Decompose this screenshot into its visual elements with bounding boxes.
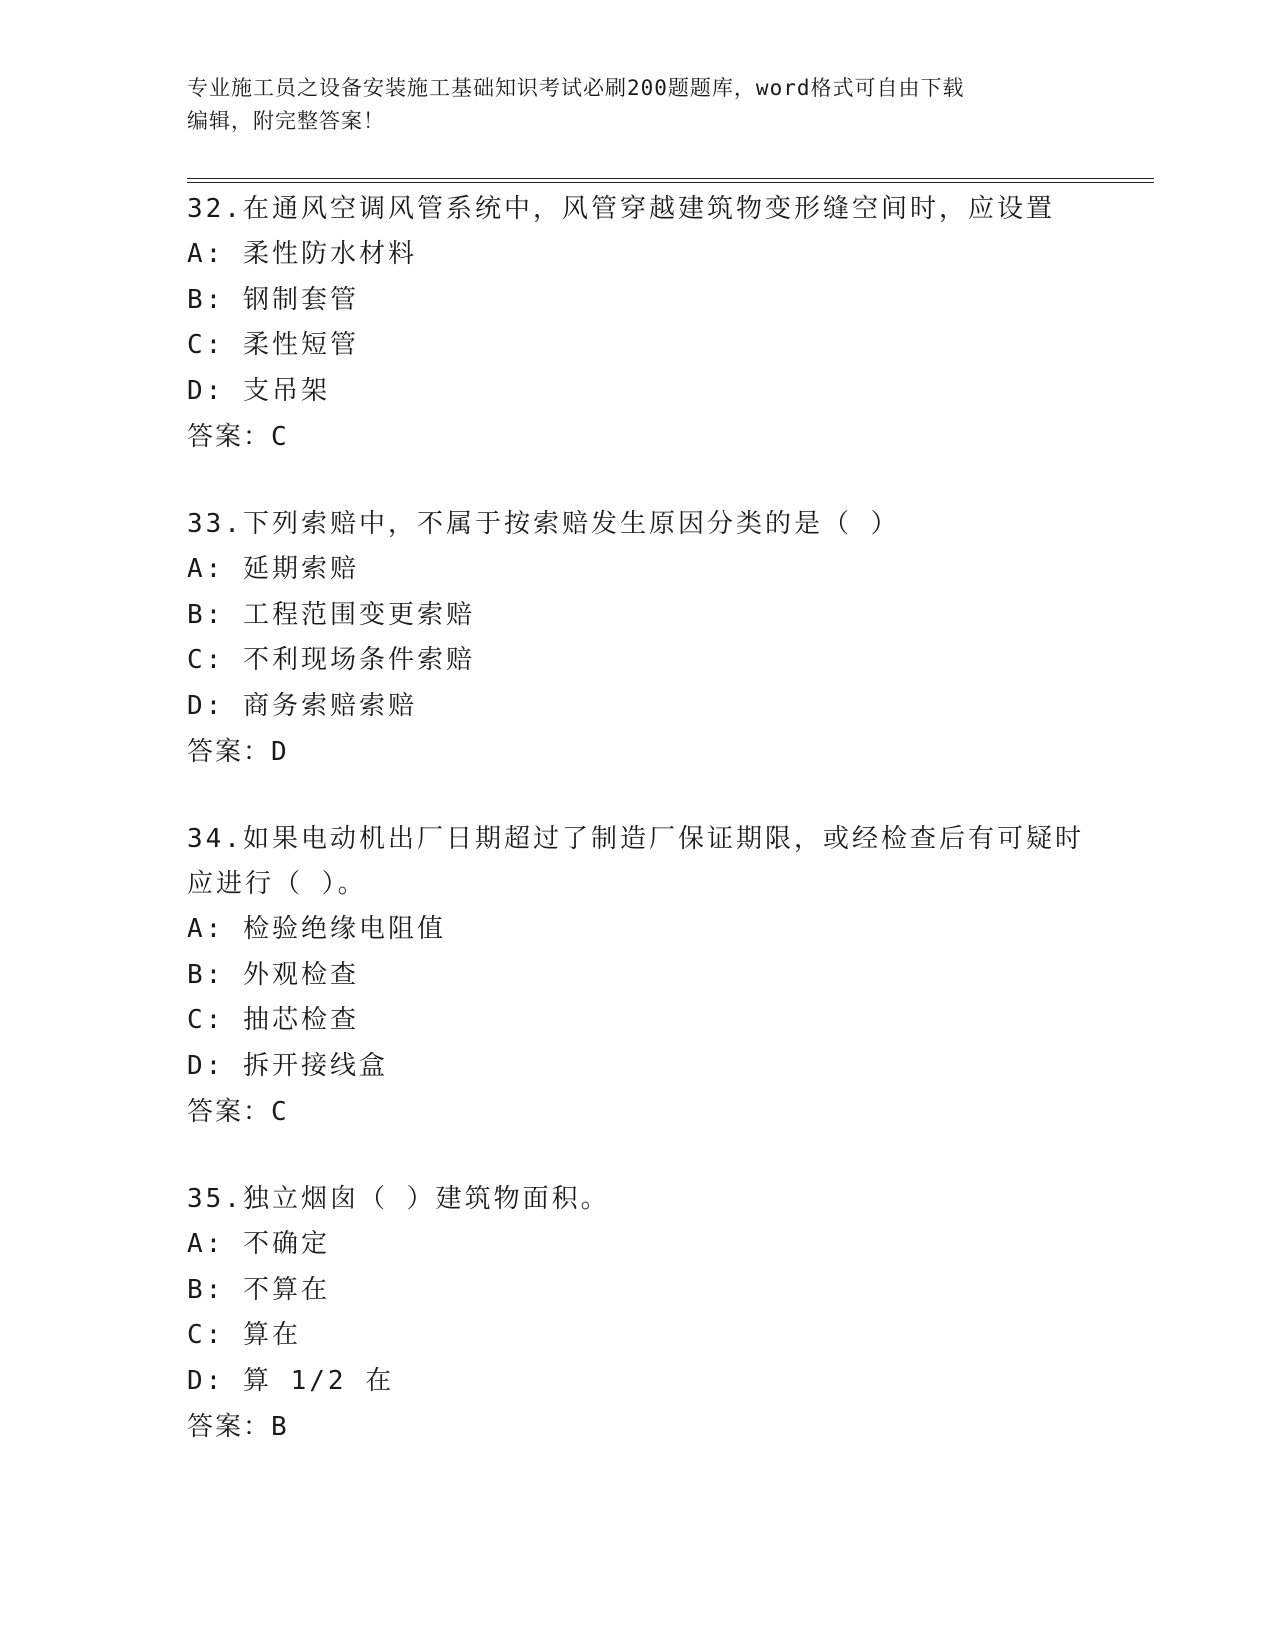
- answer-value: D: [271, 737, 289, 767]
- option-c: C: 抽芯检查: [187, 1005, 359, 1035]
- answer-label: 答案：: [187, 1097, 272, 1127]
- question-33: [187, 502, 1087, 775]
- answer-label: 答案：: [187, 422, 272, 452]
- answer-line: [187, 1404, 1087, 1450]
- option-d: D: 算 1/2 在: [187, 1365, 395, 1396]
- option-d: D: 拆开接线盒: [187, 1050, 388, 1081]
- question-text: 34.如果电动机出厂日期超过了制造厂保证期限，或经检查后有可疑时应进行（ ）。: [187, 824, 1084, 899]
- option-c: C: 算在: [187, 1320, 301, 1350]
- answer-value: C: [271, 422, 289, 452]
- document-header: [187, 72, 1067, 138]
- answer-line: [187, 414, 1087, 460]
- header-divider-bottom: [187, 182, 1154, 183]
- option-c: C: 柔性短管: [187, 330, 359, 360]
- header-line-2: 编辑，附完整答案！: [187, 109, 385, 133]
- question-34: [187, 817, 1087, 1135]
- option-b: B: 不算在: [187, 1274, 330, 1305]
- option-a: A: 延期索赔: [187, 554, 359, 584]
- question-text: 33.下列索赔中，不属于按索赔发生原因分类的是（ ）: [187, 509, 900, 539]
- question-text: 32.在通风空调风管系统中，风管穿越建筑物变形缝空间时，应设置: [187, 194, 1055, 224]
- header-line-1: 专业施工员之设备安装施工基础知识考试必刷200题题库，word格式可自由下载: [187, 76, 965, 100]
- answer-value: B: [271, 1412, 289, 1442]
- answer-label: 答案：: [187, 737, 272, 767]
- header-divider-top: [187, 178, 1154, 179]
- option-c: C: 不利现场条件索赔: [187, 645, 475, 675]
- answer-line: [187, 1089, 1087, 1135]
- question-text: 35.独立烟囱（ ）建筑物面积。: [187, 1184, 610, 1214]
- option-b: B: 工程范围变更索赔: [187, 599, 475, 630]
- answer-label: 答案：: [187, 1412, 272, 1442]
- answer-value: C: [271, 1097, 289, 1127]
- option-a: A: 不确定: [187, 1229, 330, 1259]
- question-32: [187, 187, 1087, 460]
- option-d: D: 支吊架: [187, 375, 330, 406]
- answer-line: [187, 729, 1087, 775]
- option-a: A: 柔性防水材料: [187, 239, 417, 269]
- option-a: A: 检验绝缘电阻值: [187, 914, 446, 944]
- question-35: [187, 1177, 1087, 1450]
- option-b: B: 钢制套管: [187, 284, 359, 315]
- option-d: D: 商务索赔索赔: [187, 690, 417, 721]
- option-b: B: 外观检查: [187, 959, 359, 990]
